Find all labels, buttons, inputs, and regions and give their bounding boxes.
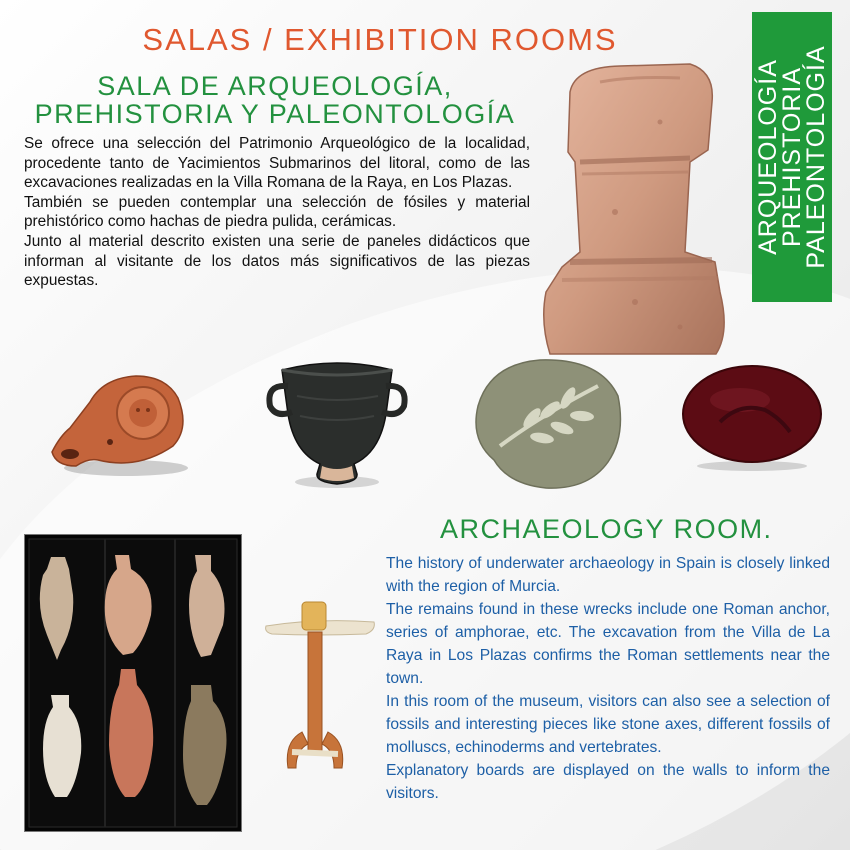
category-tab-line: ARQUEOLOGÍA: [754, 59, 782, 255]
english-room-title: ARCHAEOLOGY ROOM.: [440, 514, 773, 544]
spanish-paragraph: Junto al material descrito existen una serie de paneles didácticos que informan al visitante de los datos más significativos de las piezas expuestas.: [24, 232, 530, 290]
black-glaze-cup-image: [262, 356, 412, 491]
amphorae-display-photo: [24, 534, 242, 832]
spanish-room-title: [30, 72, 520, 128]
spanish-paragraph: Se ofrece una selección del Patrimonio Arqueológico de la localidad, procedente tanto de Yacimientos Submarinos del litoral, como de las excavaciones realizadas en la Villa Romana de la Raya, en Los Plazas.: [24, 135, 530, 192]
mosaic-fragment-image: [470, 356, 625, 496]
category-tab-line: PALEONTOLOGÍA: [802, 45, 830, 269]
english-paragraph: The remains found in these wrecks include one Roman anchor, series of amphorae, etc. The excavation from the Villa de La Raya in Los Plazas confirms the Roman settlements near the town.: [386, 601, 830, 687]
english-paragraph: The history of underwater archaeology in Spain is closely linked with the region of Murcia.: [386, 555, 830, 595]
category-tab-line: PREHISTORIA: [778, 66, 806, 248]
category-tab: [752, 12, 832, 302]
main-title: SALAS / EXHIBITION ROOMS: [142, 22, 618, 57]
spanish-description: [24, 134, 530, 291]
spanish-title-line-2: PREHISTORIA Y PALEONTOLOGÍA: [34, 99, 516, 129]
oil-lamp-image: [48, 368, 193, 480]
spanish-paragraph: También se pueden contemplar una selección de fósiles y material prehistórico como hachas de piedra pulida, cerámicas.: [24, 193, 530, 231]
spanish-title-line-1: SALA DE ARQUEOLOGÍA,: [97, 71, 453, 101]
english-paragraph: In this room of the museum, visitors can also see a selection of fossils and interesting pieces like stone axes, different fossils of molluscs, echinoderms and vertebrates.: [386, 693, 830, 756]
english-description: [386, 552, 830, 805]
category-tab-text: [752, 12, 832, 302]
roman-anchor-image: [262, 592, 382, 792]
english-paragraph: Explanatory boards are displayed on the walls to inform the visitors.: [386, 762, 830, 802]
roman-altar-image: [540, 62, 740, 360]
amphorae-illustration: [25, 535, 241, 831]
red-gem-intaglio-image: [680, 362, 825, 472]
